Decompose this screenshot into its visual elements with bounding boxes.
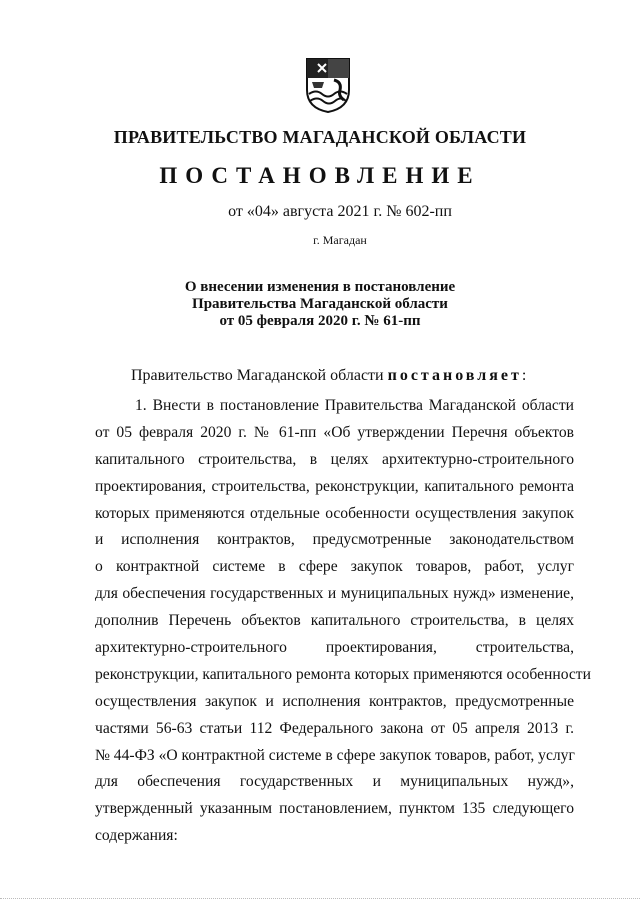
subject-line: от 05 февраля 2020 г. № 61-пп xyxy=(219,313,421,329)
body-line: от 05 февраля 2020 г. № 61-пп «Об утверждении Перечня объектов xyxy=(95,423,574,441)
body-line: 1. Внести в постановление Правительства Магаданской области xyxy=(135,397,574,414)
body-line: и исполнения контрактов, предусмотренные законодательством xyxy=(95,531,574,549)
date-number-line: от «04» августа 2021 г. № 602-пп xyxy=(228,203,452,220)
body-text xyxy=(95,393,591,850)
body-line: о контрактной системе в сфере закупок товаров, работ, услуг xyxy=(95,558,574,576)
body-line: осуществления закупок и исполнения контрактов, предусмотренные xyxy=(95,692,574,710)
body-line: для обеспечения государственных и муниципальных нужд», xyxy=(95,773,574,791)
document-type-heading: ПОСТАНОВЛЕНИЕ xyxy=(159,163,481,188)
body-line: частями 56-63 статьи 112 Федерального закона от 05 апреля 2013 г. xyxy=(95,719,574,737)
body-line: которых применяются отдельные особенности осуществления закупок xyxy=(95,504,574,522)
body-line: содержания: xyxy=(95,827,178,845)
coat-of-arms-icon xyxy=(304,56,352,114)
intro-paragraph xyxy=(131,367,526,385)
body-line: для обеспечения государственных и муниципальных нужд» изменение, xyxy=(95,585,574,603)
subject-line: О внесении изменения в постановление xyxy=(184,279,456,295)
body-line: утвержденный указанным постановлением, пунктом 135 следующего xyxy=(95,800,574,818)
body-line: архитектурно-строительного проектирования, строительства, xyxy=(95,639,574,657)
body-line: капитального строительства, в целях архитектурно-строительного xyxy=(95,450,574,468)
intro-verb: постановляет xyxy=(387,367,522,384)
body-line: дополнив Перечень объектов капитального строительства, в целях xyxy=(95,612,574,630)
body-line: № 44-ФЗ «О контрактной системе в сфере закупок товаров, работ, услуг xyxy=(95,746,575,764)
subject-block xyxy=(0,279,640,330)
body-line: проектирования, строительства, реконструкции, капитального ремонта xyxy=(95,477,574,495)
intro-suffix: : xyxy=(521,367,527,384)
city-name: г. Магадан xyxy=(313,233,367,247)
government-title: ПРАВИТЕЛЬСТВО МАГАДАНСКОЙ ОБЛАСТИ xyxy=(113,127,527,147)
body-line: реконструкции, капитального ремонта которых применяются особенности xyxy=(95,665,591,683)
scan-edge-divider xyxy=(0,898,640,903)
subject-line: Правительства Магаданской области xyxy=(192,296,448,312)
intro-prefix: Правительство Магаданской области xyxy=(131,367,384,384)
